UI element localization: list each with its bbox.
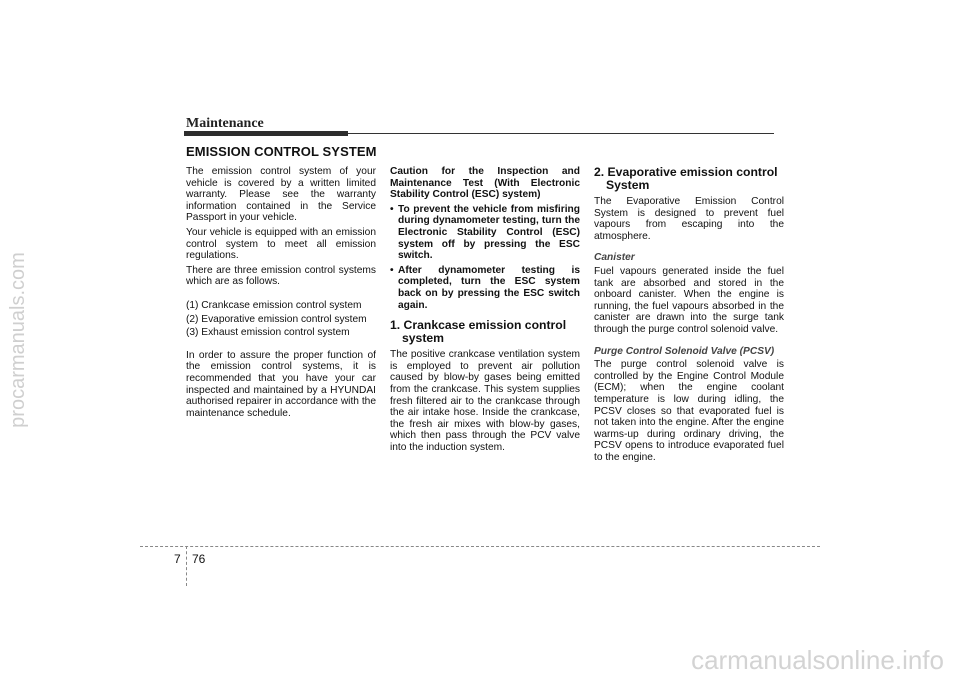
caution-item-text: After dynamometer testing is completed, turn the ESC system back on by pressing the ESC switch again. <box>398 264 580 311</box>
page-title: EMISSION CONTROL SYSTEM <box>186 144 377 159</box>
section-header: Maintenance <box>186 116 264 131</box>
evaporative-paragraph: The Evaporative Emission Control System is designed to prevent fuel vapours from escaping into the atmosphere. <box>594 196 784 242</box>
crankcase-heading-line-1: 1. Crankcase emission control <box>390 318 567 333</box>
pcsv-paragraph: The purge control solenoid valve is controlled by the Engine Control Module (ECM); when the engine coolant temperature is low during idling, the PCSV closes so that evaporated fuel is not taken into the engine. After the engine warms-up during ordinary driving, the PCSV opens to introduce evaporated fuel to the engine. <box>594 359 784 463</box>
page-number: 76 <box>192 552 206 566</box>
caution-title: Caution for the Inspection and Maintenance Test (With Electronic Stability Control (ESC) system) <box>390 166 580 201</box>
intro-paragraph-2: Your vehicle is equipped with an emission control system to meet all emission regulations. <box>186 226 376 262</box>
caution-list <box>390 204 580 311</box>
list-item: (1) Crankcase emission control system <box>186 299 362 311</box>
intro-paragraph-3: There are three emission control systems which are as follows. <box>186 264 376 288</box>
evaporative-heading-line-2: System <box>606 178 650 192</box>
caution-item <box>390 265 580 311</box>
crankcase-heading <box>390 319 580 345</box>
crankcase-paragraph: The positive crankcase ventilation system is employed to prevent air pollution caused by blow-by gases being emitted from the crankcase. This system supplies fresh filtered air to the crankcase through the air intake hose. Inside the crankcase, the fresh air mixes with blow-by gases, which then pass through the PCV valve into the induction system. <box>390 349 580 453</box>
footer-rule <box>140 546 820 547</box>
caution-item-text: To prevent the vehicle from misfiring during dynamometer testing, turn the Electronic Stability Control (ESC) system off by pressing the ESC switch. <box>398 203 580 262</box>
canister-paragraph: Fuel vapours generated inside the fuel tank are absorbed and stored in the onboard canister. When the engine is running, the fuel vapours absorbed in the canister are drawn into the surge tank through the purge control solenoid valve. <box>594 265 784 335</box>
canister-subheading: Canister <box>594 252 635 264</box>
evaporative-heading-line-1: 2. Evaporative emission control <box>594 165 778 179</box>
intro-paragraph-4: In order to assure the proper function of the emission control systems, it is recommended that you have your car inspected and maintained by a HYUNDAI authorised repairer in accordance with the maintenance schedule. <box>186 349 376 419</box>
header-bar <box>184 131 348 136</box>
pcsv-subheading: Purge Control Solenoid Valve (PCSV) <box>594 345 775 357</box>
column-3 <box>594 166 784 466</box>
column-2 <box>390 166 580 456</box>
side-watermark: procarmanuals.com <box>7 252 29 428</box>
bottom-watermark: carmanualsonline.info <box>691 645 944 675</box>
footer-divider <box>186 546 187 586</box>
evaporative-heading <box>594 166 784 192</box>
list-item: (2) Evaporative emission control system <box>186 313 367 325</box>
chapter-number: 7 <box>174 552 181 566</box>
crankcase-heading-line-2: system <box>402 331 445 346</box>
column-1 <box>186 166 376 422</box>
spacer <box>186 341 376 350</box>
bullet-icon: • <box>390 264 394 276</box>
spacer <box>186 291 376 300</box>
caution-item <box>390 204 580 262</box>
list-item: (3) Exhaust emission control system <box>186 327 350 339</box>
intro-paragraph-1: The emission control system of your vehicle is covered by a written limited warranty. Please see the warranty information contained in the Service Passport in your vehicle. <box>186 166 376 224</box>
bullet-icon: • <box>390 203 394 215</box>
